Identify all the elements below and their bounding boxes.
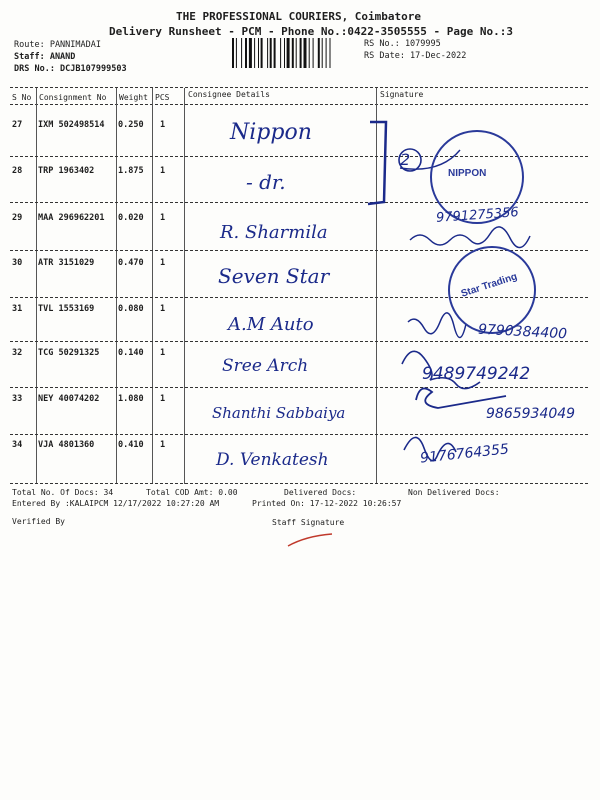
handwritten-phone: 9865934049 [486,406,576,422]
barcode-bar [261,38,263,68]
barcode-bar [322,38,323,68]
row-consignment: IXM 502498514 [38,120,105,130]
row-pcs: 1 [160,213,166,223]
row-consignee-handwritten: R. Sharmila [220,222,328,243]
col-consignment: Consignment No [39,93,107,102]
barcode-bar [284,38,285,68]
row-pcs: 1 [160,166,166,176]
staff-signature-stroke [286,530,336,550]
verified-by: Verified By [12,517,65,526]
row-weight: 0.020 [118,213,144,223]
row-pcs: 1 [160,120,166,130]
col-pcs: PCS [155,93,170,102]
company-title: THE PROFESSIONAL COURIERS, Coimbatore [176,10,422,23]
row-weight: 0.410 [118,440,144,450]
row-sno: 34 [12,440,23,450]
row-consignment: TRP 1963402 [38,166,95,176]
row-consignment: TVL 1553169 [38,304,95,314]
row-consignee-handwritten: Sree Arch [222,356,309,376]
handwritten-phone: 9489749242 [422,364,531,384]
row-consignment: VJA 4801360 [38,440,95,450]
barcode-bar [309,38,310,68]
barcode [232,38,358,68]
handwritten-phone: 9790384400 [477,321,568,343]
barcode-bar [296,38,297,68]
company-stamp [448,246,536,334]
barcode-bar [330,38,331,68]
barcode-bar [241,38,242,68]
circled-number: 2 [400,150,411,169]
row-sno: 30 [12,258,23,268]
runsheet-title: Delivery Runsheet - PCM - Phone No.:0422-3505555 - Page No.:3 [109,25,513,38]
barcode-bar [326,38,327,68]
non-delivered-docs: Non Delivered Docs: [408,488,500,497]
rs-date-label: RS Date: 17-Dec-2022 [364,51,467,61]
row-consignee-handwritten: Nippon [230,120,312,145]
row-consignment: NEY 40074202 [38,394,100,404]
row-weight: 0.140 [118,348,144,358]
col-divider [152,88,153,484]
row-consignee-handwritten: A.M Auto [228,314,314,335]
col-sno: S No [12,93,32,102]
table-bottom-rule [10,483,588,484]
staff-label: Staff: ANAND [14,52,76,62]
row-consignment: TCG 50291325 [38,348,100,358]
staff-signature-label: Staff Signature [272,518,345,527]
col-divider [36,88,37,484]
col-divider [184,88,185,484]
header-rule-bottom [10,104,588,105]
col-weight: Weight [119,93,148,102]
row-weight: 1.080 [118,394,144,404]
row-sno: 29 [12,213,23,223]
row-consignment: ATR 3151029 [38,258,95,268]
row-pcs: 1 [160,348,166,358]
route-label: Route: PANNIMADAI [14,40,101,50]
row-pcs: 1 [160,440,166,450]
barcode-bar [304,38,307,68]
header-rule-top [10,87,588,88]
col-signature: Signature [380,90,424,99]
barcode-bar [245,38,247,68]
col-consignee: Consignee Details [188,90,270,99]
row-consignment: MAA 296962201 [38,213,105,223]
row-weight: 0.250 [118,120,144,130]
row-consignee-handwritten: Shanthi Sabbaiya [212,404,346,422]
barcode-bar [258,38,259,68]
barcode-bar [300,38,302,68]
drs-label: DRS No.: DCJB107999503 [14,64,127,74]
barcode-bar [232,38,234,68]
row-consignee-handwritten: - dr. [246,170,286,194]
barcode-bar [270,38,272,68]
row-weight: 1.875 [118,166,144,176]
barcode-bar [292,38,294,68]
row-sno: 31 [12,304,23,314]
delivered-docs: Delivered Docs: [284,488,357,497]
barcode-bar [236,38,237,68]
barcode-bar [249,38,252,68]
barcode-bar [280,38,281,68]
total-cod: Total COD Amt: 0.00 [146,488,238,497]
row-pcs: 1 [160,304,166,314]
row-weight: 0.080 [118,304,144,314]
row-pcs: 1 [160,394,166,404]
row-sno: 28 [12,166,23,176]
barcode-bar [313,38,314,68]
stamp-text: Star Trading [459,271,519,300]
rs-no-label: RS No.: 1079995 [364,39,441,49]
row-consignee-handwritten: Seven Star [218,264,330,288]
row-sno: 32 [12,348,23,358]
barcode-bar [267,38,268,68]
entered-by: Entered By :KALAIPCM 12/17/2022 10:27:20 AM [12,499,220,508]
row-sno: 27 [12,120,23,130]
row-sno: 33 [12,394,23,404]
handwritten-phone: 9791275356 [435,205,520,226]
col-divider [116,88,117,484]
printed-on: Printed On: 17-12-2022 10:26:57 [252,499,402,508]
barcode-bar [274,38,276,68]
barcode-bar [287,38,290,68]
stamp-text: NIPPON [448,168,487,179]
handwritten-phone: 9176764355 [419,441,510,467]
row-pcs: 1 [160,258,166,268]
total-docs: Total No. Of Docs: 34 [12,488,114,497]
barcode-bar [318,38,320,68]
row-weight: 0.470 [118,258,144,268]
barcode-bar [254,38,255,68]
row-consignee-handwritten: D. Venkatesh [216,450,329,470]
